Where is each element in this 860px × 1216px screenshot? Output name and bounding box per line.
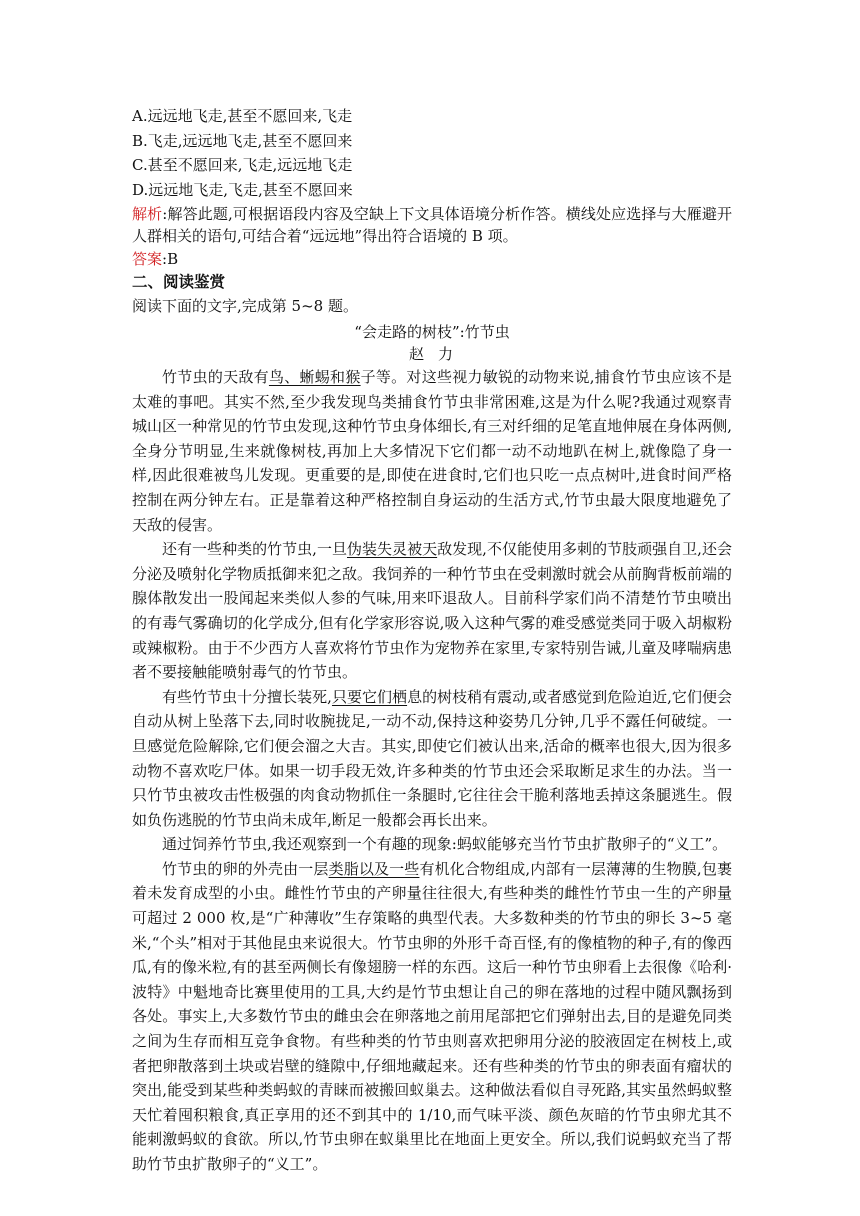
answer-label: 答案 — [132, 250, 163, 268]
option-d: D.远远地飞走,飞走,甚至不愿回来 — [132, 180, 353, 199]
paragraph-1-text-b: 子等。对这些视力敏锐的动物来说,捕食竹节虫应该不是太难的事吧。其实不然,至少我发现鸟类捕食竹节虫非常困难,这是为什么呢?我通过观察青城山区一种常见的竹节虫发现,这种竹节虫身体细长,有三对纤细的足笔直地伸展在身体两侧,全身分节明显,生来就像树枝,再加上大多情况下它们都一动不动地趴在树上,就像隐了身一样,因此很难被鸟儿发现。更重要的是,即使在进食时,它们也只吃一点点树叶,进食时间严格控制在两分钟左右。正是靠着这种严格控制自身运动的生活方式,竹节虫最大限度地避免了天敌的侵害。 — [132, 368, 732, 534]
option-a: A.远远地飞走,甚至不愿回来,飞走 — [132, 107, 353, 125]
paragraph-4: 通过饲养竹节虫,我还观察到一个有趣的现象:蚂蚁能够充当竹节虫扩散卵子的“义工”。 — [162, 835, 728, 854]
paragraph-2-text-a: 还有一些种类的竹节虫,一旦 — [162, 540, 347, 559]
page-content — [132, 104, 732, 1177]
paragraph-3-text-a: 有些竹节虫十分擅长装死, — [162, 687, 332, 706]
option-b: B.飞走,远远地飞走,甚至不愿回来 — [132, 131, 353, 150]
answer — [132, 247, 732, 271]
paragraph-1 — [132, 365, 732, 537]
paragraph-5 — [132, 857, 732, 1177]
paragraph-3-text-b: 息的树枝稍有震动,或者感觉到危险迫近,它们便会自动从树上坠落下去,同时收腕拢足,一动不动,保持这种姿势几分钟,几乎不露任何破绽。一旦感觉危险解除,它们便会溜之大吉。其实,即使它们被认出来,活命的概率也很大,因为很多动物不喜欢吃尸体。如果一切手段无效,许多种类的竹节虫还会采取断足求生的办法。当一只竹节虫被攻击性极强的肉食动物抓住一条腿时,它往往会干脆利落地丢掉这条腿逃生。假如负伤逃脱的竹节虫尚未成年,断足一般都会再长出来。 — [132, 687, 732, 829]
underlined-phrase-5: 类脂以及一些 — [328, 859, 420, 878]
option-c: C.甚至不愿回来,飞走,远远地飞走 — [132, 156, 353, 174]
section-title: 二、阅读鉴赏 — [132, 273, 226, 291]
explanation-text: :解答此题,可根据语段内容及空缺上下文具体语境分析作答。横线处应选择与大雁避开人群相关的语句,可结合着“远远地”得出符合语境的 B 项。 — [132, 205, 732, 245]
paragraph-1-text-a: 竹节虫的天敌有 — [162, 368, 269, 386]
underlined-phrase-3: 只要它们栖 — [331, 687, 408, 706]
paragraph-5-text-b: 有机化合物组成,内部有一层薄薄的生物膜,包裹着未发育成型的小虫。雌性竹节虫的产卵量往往很大,有些种类的雌性竹节虫一生的产卵量可超过 2 000 枚,是“广种薄收”生存策略的典型代表。大多数种类的竹节虫的卵长 3~5 毫米,“个头”相对于其他昆虫来说很大。竹节虫卵的外形千奇百怪,有的像植物的种子,有的像西瓜,有的像米粒,有的甚至两侧长有像翅膀一样的东西。这后一种竹节虫卵看上去很像《哈利·波特》中魁地奇比赛里使用的工具,大约是竹节虫想让自己的卵在落地的过程中随风飘扬到各处。事实上,大多数竹节虫的雌虫会在卵落地之前用尾部把它们弹射出去,目的是避免同类之间为生存而相互竞争食物。有些种类的竹节虫则喜欢把卵用分泌的胶液固定在树枝上,或者把卵散落到土块或岩壁的缝隙中,仔细地藏起来。还有些种类的竹节虫的卵表面有瘤状的突出,能受到某些种类蚂蚁的青睐而被搬回蚁巢去。这种做法看似自寻死路,其实虽然蚂蚁整天忙着囤积粮食,真正享用的还不到其中的 1/10,而气味平淡、颜色灰暗的竹节虫卵尤其不能刺激蚂蚁的食欲。所以,竹节虫卵在蚁巢里比在地面上更安全。所以,我们说蚂蚁充当了帮助竹节虫扩散卵子的“义工”。 — [132, 859, 732, 1173]
underlined-phrase-2: 伪装失灵被天 — [347, 540, 438, 559]
explanation-label: 解析 — [132, 205, 163, 223]
explanation — [132, 203, 732, 247]
answer-text: :B — [162, 250, 179, 268]
underlined-phrase-1: 鸟、蜥蜴和猴 — [268, 368, 361, 386]
paragraph-2 — [132, 537, 732, 685]
instruction: 阅读下面的文字,完成第 5~8 题。 — [132, 297, 358, 315]
paragraph-2-text-b: 敌发现,不仅能使用多刺的节肢顽强自卫,还会分泌及喷射化学物质抵御来犯之敌。我饲养的一种竹节虫在受刺激时就会从前胸背板前端的腺体散发出一股闻起来类似人参的气味,用来吓退敌人。目前科学家们尚不清楚竹节虫喷出的有毒气雾确切的化学成分,但有化学家形容说,吸入这种气雾的难受感觉类同于吸入胡椒粉或辣椒粉。由于不少西方人喜欢将竹节虫作为宠物养在家里,专家特别告诫,儿童及哮喘病患者不要接触能喷射毒气的竹节虫。 — [132, 540, 733, 682]
article-author: 赵力 — [408, 345, 467, 363]
paragraph-3 — [132, 685, 732, 833]
article-title: “会走路的树枝”:竹节虫 — [354, 323, 510, 341]
paragraph-5-text-a: 竹节虫的卵的外壳由一层 — [162, 859, 329, 878]
